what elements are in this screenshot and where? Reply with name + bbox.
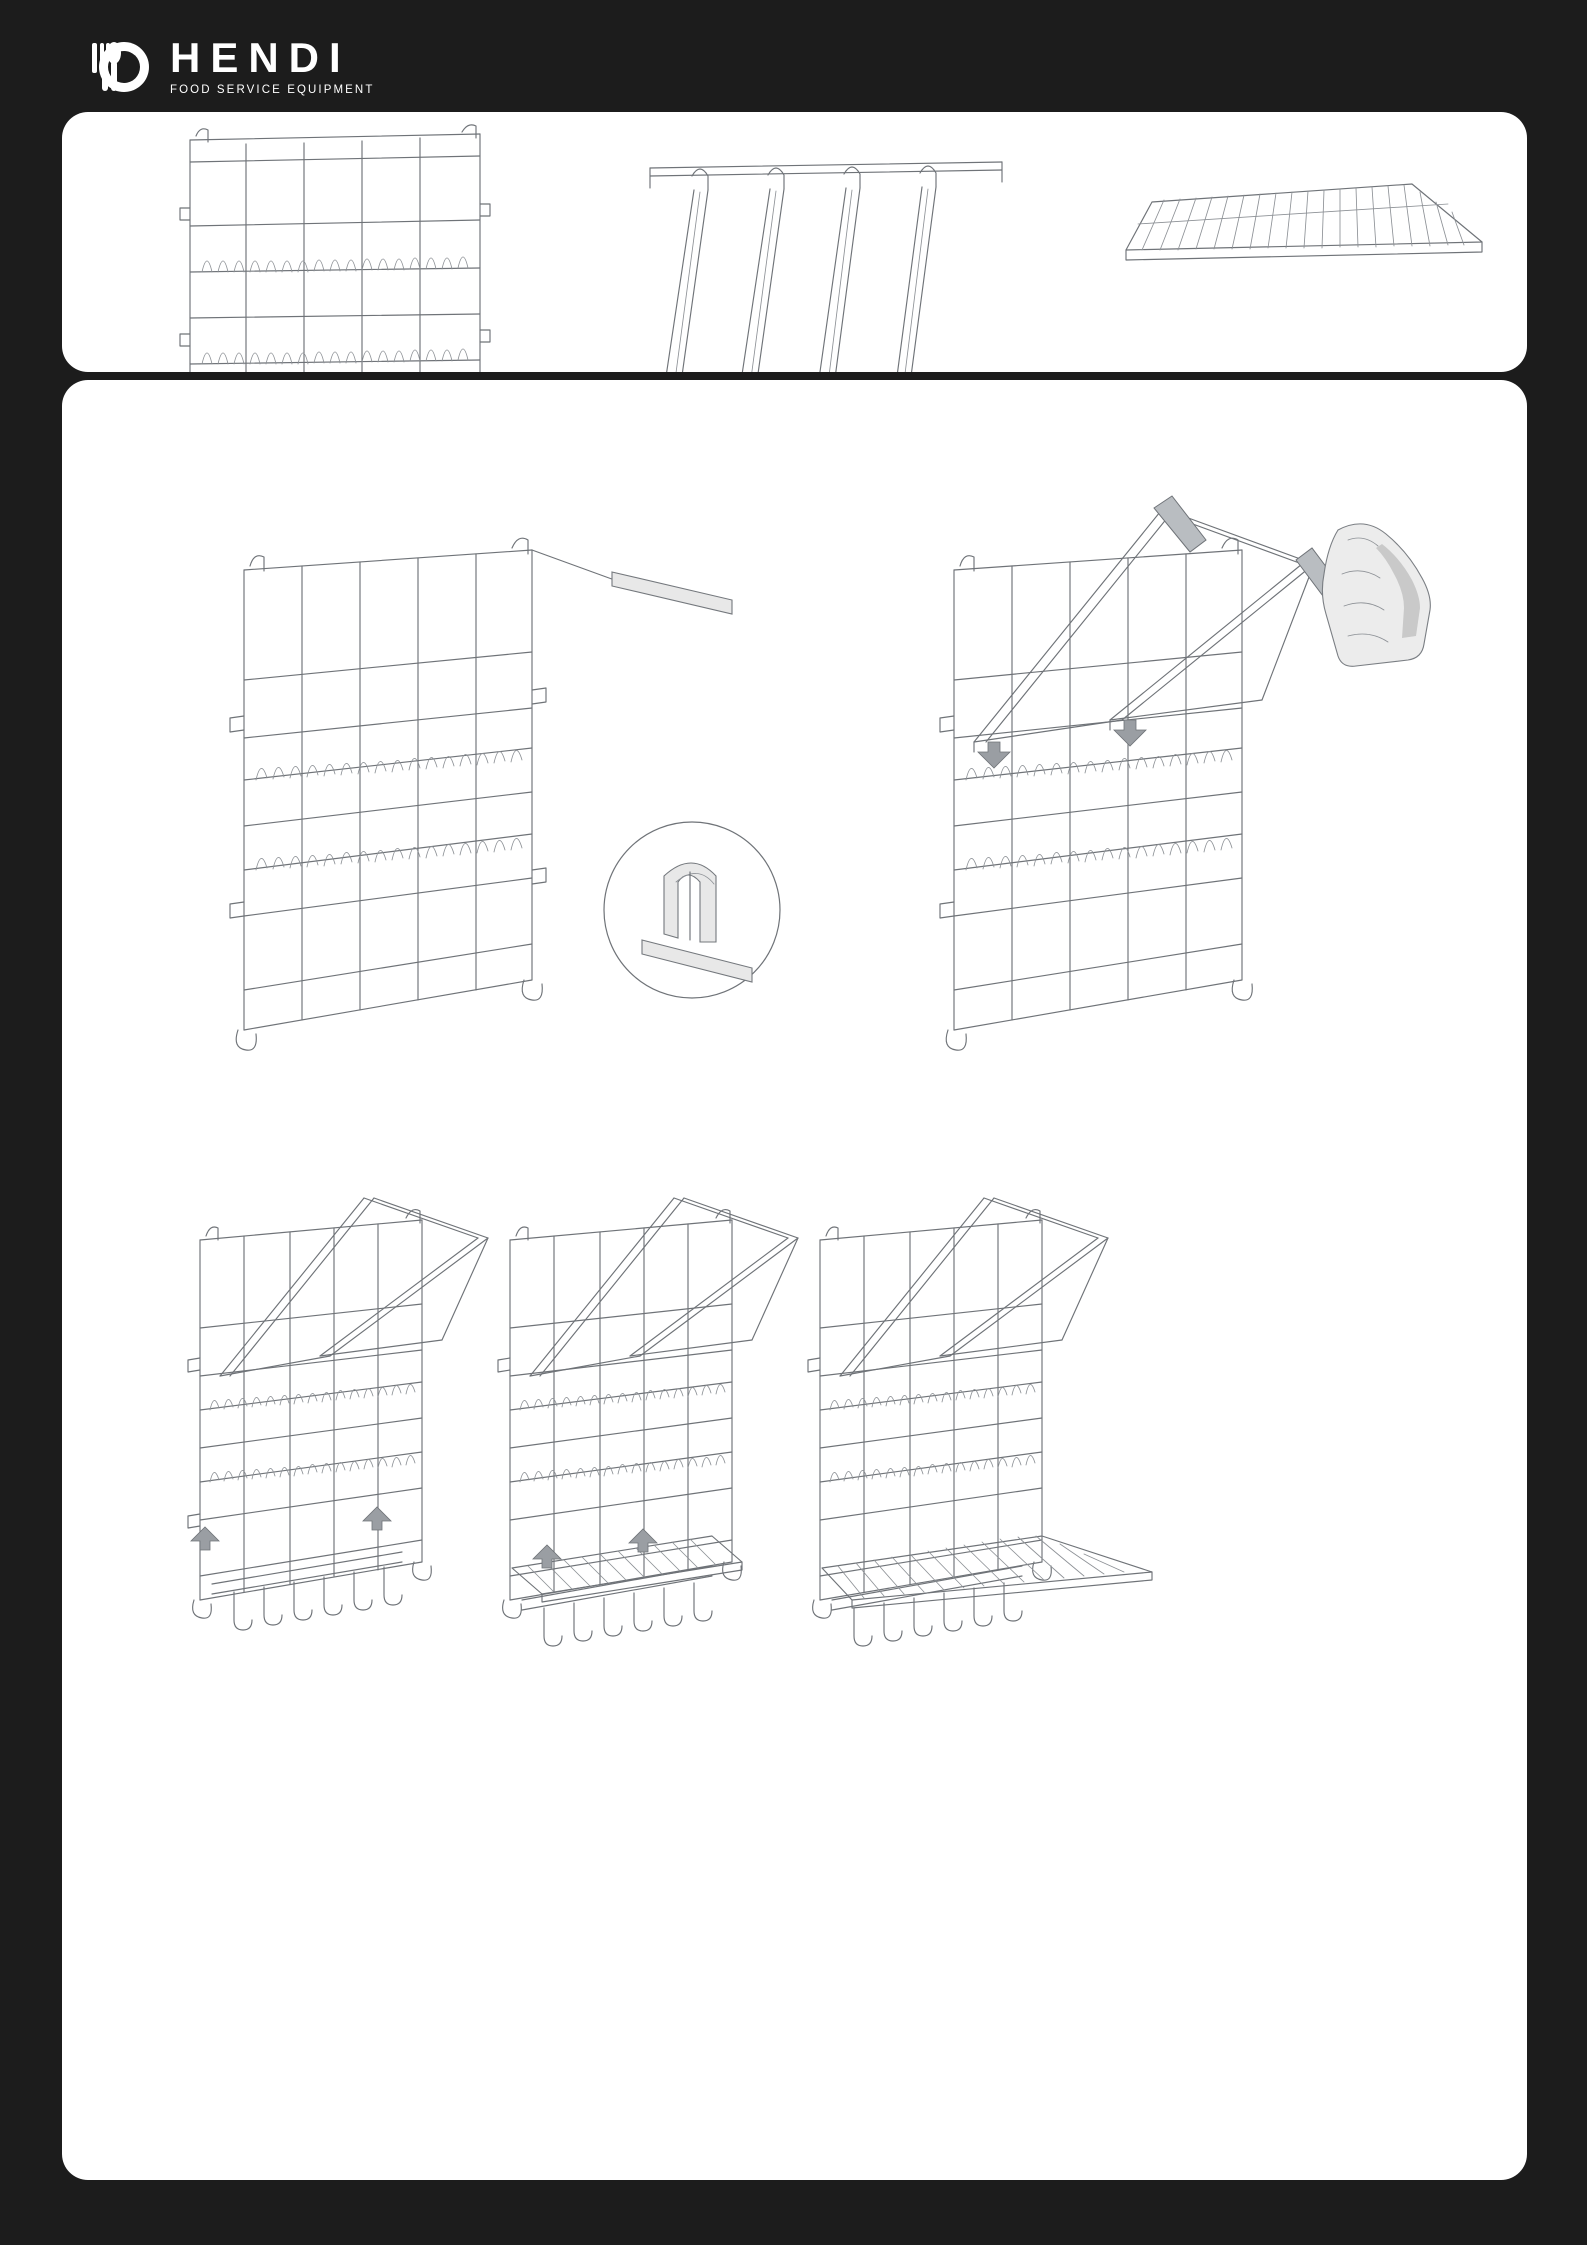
- folding-support-arms-icon: [650, 162, 1002, 372]
- wire-shelf-icon: [1126, 184, 1482, 260]
- wall-bracket: [532, 550, 732, 614]
- step-4-attach-lower-shelf: [498, 1198, 798, 1646]
- support-arms-installed: [530, 1198, 798, 1376]
- brand-tagline: FOOD SERVICE EQUIPMENT: [170, 84, 375, 97]
- hook-bar-installed: [832, 1566, 1022, 1646]
- wire-wall-dish-rack-icon: [180, 125, 490, 372]
- step-2-attach-support-arms: [940, 496, 1430, 1050]
- parts-overview-panel: [62, 112, 1527, 372]
- hook-bar-overlay: [212, 1552, 402, 1630]
- wall-bracket-detail-callout: [604, 822, 780, 998]
- support-arms-installed: [220, 1198, 488, 1376]
- brand-name: HENDI: [170, 34, 351, 82]
- hand-illustration: [1322, 524, 1430, 666]
- support-arms-overlay: [974, 496, 1342, 752]
- step-5-assembled-rack: [808, 1198, 1152, 1646]
- step-3-attach-hook-bar: [188, 1198, 488, 1630]
- brand-text-block: [170, 34, 375, 97]
- hendi-logo-icon: [84, 31, 156, 103]
- hook-bar-installed: [522, 1566, 712, 1646]
- support-arms-installed: [840, 1198, 1108, 1376]
- assembly-steps-panel: [62, 380, 1527, 2180]
- brand-header: [84, 28, 374, 106]
